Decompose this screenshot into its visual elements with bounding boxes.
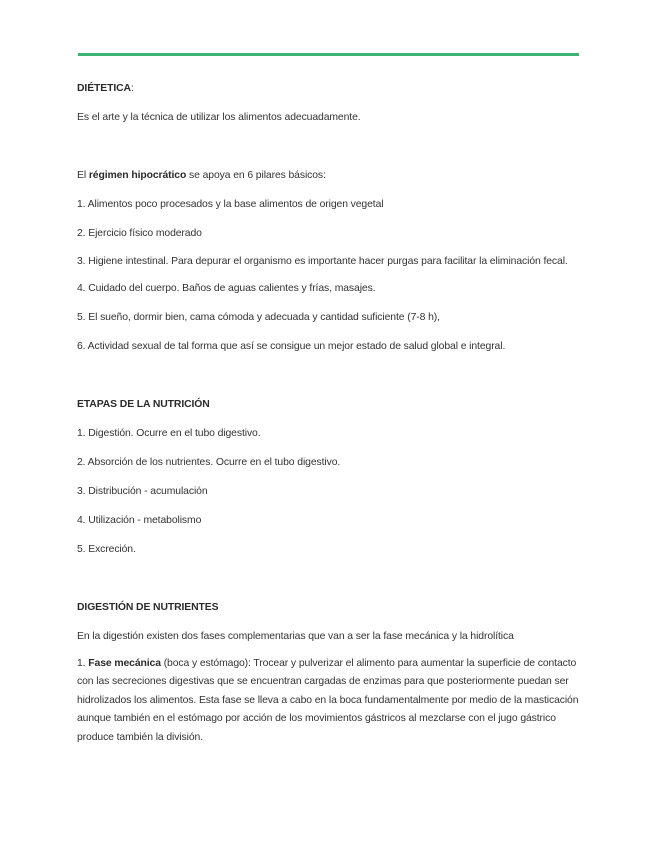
heading-etapas: ETAPAS DE LA NUTRICIÓN	[77, 398, 210, 410]
pilar-item-2: 2. Ejercicio físico moderado	[77, 228, 202, 239]
heading-digestion: DIGESTIÓN DE NUTRIENTES	[77, 601, 219, 613]
heading-dietetica	[77, 82, 582, 95]
document-content	[77, 82, 582, 747]
heading-dietetica-text: DIÉTETICA	[77, 83, 131, 94]
etapa-item-5: 5. Excreción.	[77, 543, 136, 555]
pilar-item-5: 5. El sueño, dormir bien, cama cómoda y adecuada y cantidad suficiente (7-8 h),	[77, 311, 440, 323]
fase1-bold: Fase mecánica	[88, 657, 161, 669]
top-green-rule	[78, 53, 579, 56]
pilar-item-1: 1. Alimentos poco procesados y la base alimentos de origen vegetal	[77, 199, 384, 210]
regimen-intro	[77, 169, 582, 182]
digestion-intro: En la digestión existen dos fases complementarias que van a ser la fase mecánica y la hidrolítica	[77, 630, 514, 642]
fase1-prefix: 1.	[77, 657, 89, 669]
fase1-text: (boca y estómago): Trocear y pulverizar el alimento para aumentar la superficie de contacto con las secreciones digestivas que se encuentran cargadas de enzimas para que posteriormente puedan ser hidrolizados los alimentos. Esta fase se lleva a cabo en la boca fundamentalmente por medio de la masticación aunque también en el estómago por acción de los movimientos gástricos al mezclarse con el jugo gástrico produce también la división.	[77, 657, 579, 743]
etapa-item-1: 1. Digestión. Ocurre en el tubo digestivo.	[77, 427, 261, 439]
etapa-item-3: 3. Distribución - acumulación	[77, 485, 208, 497]
etapa-item-2: 2. Absorción de los nutrientes. Ocurre en el tubo digestivo.	[77, 456, 341, 468]
heading-dietetica-colon: :	[130, 83, 134, 94]
etapa-item-4: 4. Utilización - metabolismo	[77, 514, 202, 526]
pilar-item-4: 4. Cuidado del cuerpo. Baños de aguas calientes y frías, masajes.	[77, 282, 376, 294]
pilar-item-6: 6. Actividad sexual de tal forma que así se consigue un mejor estado de salud global e integral.	[77, 340, 506, 352]
pilar-item-3: 3. Higiene intestinal. Para depurar el organismo es importante hacer purgas para facilitar la eliminación fecal.	[77, 256, 568, 267]
regimen-prefix: El	[77, 170, 89, 181]
fase-mecanica-paragraph	[77, 655, 582, 748]
regimen-bold: régimen hipocrático	[88, 170, 187, 181]
regimen-suffix: se apoya en 6 pilares básicos:	[186, 170, 326, 181]
dietetica-definition: Es el arte y la técnica de utilizar los alimentos adecuadamente.	[77, 112, 361, 123]
